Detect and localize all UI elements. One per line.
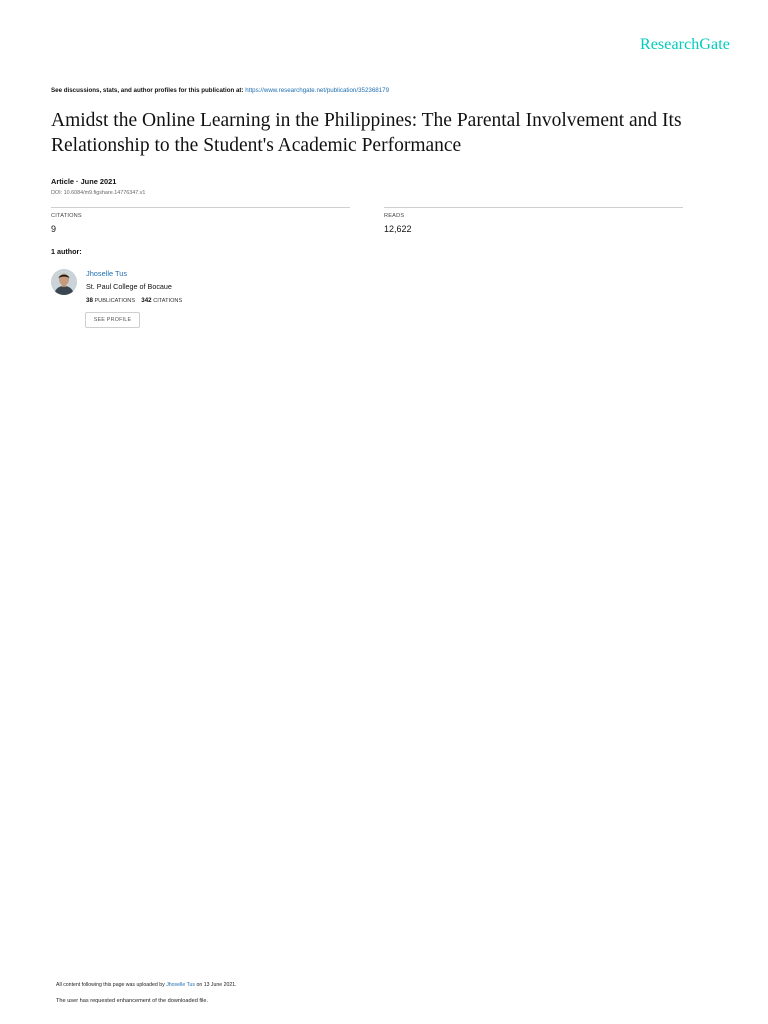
article-type-date: Article · June 2021 xyxy=(51,177,117,186)
discussion-prefix: See discussions, stats, and author profiles for this publication at: xyxy=(51,87,244,94)
see-profile-button[interactable]: SEE PROFILE xyxy=(85,312,140,328)
discussion-line xyxy=(51,87,389,94)
citations-label: CITATIONS xyxy=(51,213,82,219)
author-publications-count: 38 xyxy=(86,297,93,304)
author-affiliation: St. Paul College of Bocaue xyxy=(86,282,172,291)
author-avatar[interactable] xyxy=(51,269,77,295)
citations-value: 9 xyxy=(51,224,57,234)
upload-note-suffix: on 13 June 2021. xyxy=(196,982,237,988)
author-name-link[interactable]: Jhoselle Tus xyxy=(86,269,128,278)
author-photo-icon xyxy=(51,269,77,295)
article-title: Amidst the Online Learning in the Philippines: The Parental Involvement and Its Relationship to the Student's Academic Performance xyxy=(51,110,682,156)
reads-value: 12,622 xyxy=(384,224,412,234)
researchgate-logo[interactable]: ResearchGate xyxy=(639,36,730,53)
authors-heading: 1 author: xyxy=(51,247,82,256)
author-citations-label: CITATIONS xyxy=(153,298,183,304)
upload-note-prefix: All content following this page was uploaded by xyxy=(56,982,165,988)
author-publications-label: PUBLICATIONS xyxy=(94,298,136,304)
uploader-link[interactable]: Jhoselle Tus xyxy=(166,982,196,988)
author-stats xyxy=(86,297,182,304)
article-doi: DOI: 10.6084/m9.figshare.14776347.v1 xyxy=(51,190,146,196)
citations-divider xyxy=(51,207,350,208)
author-citations-count: 342 xyxy=(141,297,152,304)
reads-divider xyxy=(384,207,683,208)
upload-note xyxy=(56,982,237,988)
reads-label: READS xyxy=(384,213,405,219)
enhancement-note: The user has requested enhancement of the downloaded file. xyxy=(56,998,209,1004)
publication-link[interactable]: https://www.researchgate.net/publication/352368179 xyxy=(245,87,390,94)
